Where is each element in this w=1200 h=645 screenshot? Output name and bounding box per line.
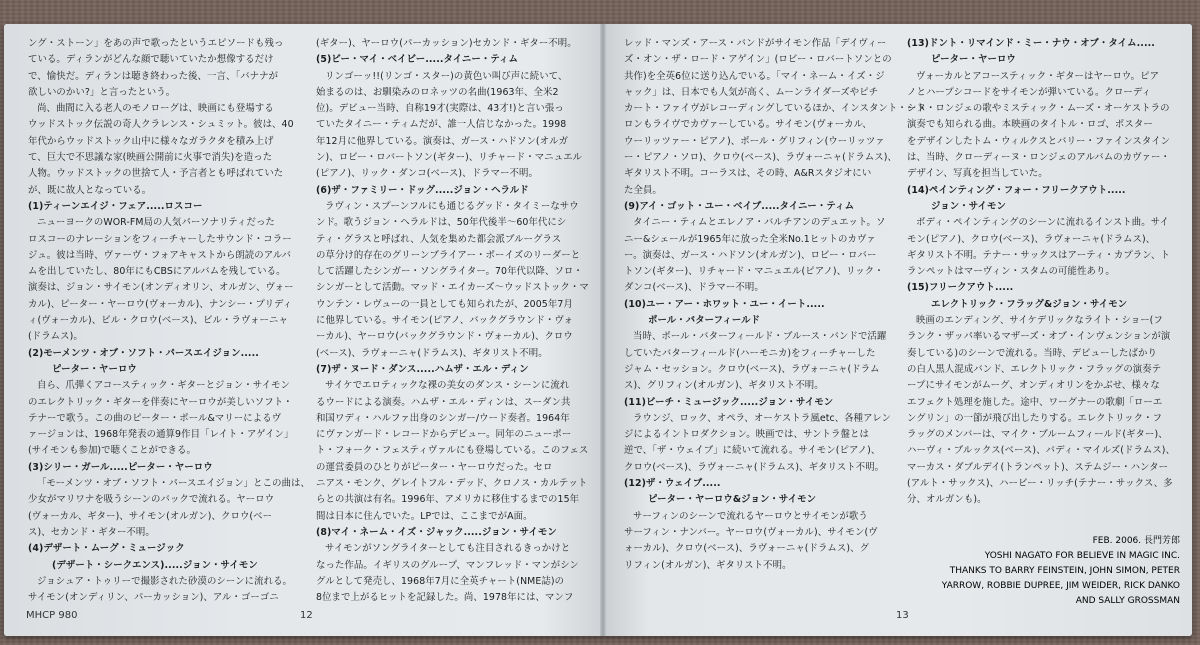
text-line: 年代からウッドストック山中に様々なガラクタを積み上げ [28, 135, 274, 147]
text-line: 共作)を全英6位に送り込んでいる。「マイ・ネーム・イズ・ジ [624, 70, 885, 82]
text-line: (ベース)、ラヴォーニャ(ドラムス)、ギタリスト不明。 [316, 347, 548, 359]
text-line: モン(ピアノ)、クロウ(ベース)、ラヴォーニャ(ドラムス)、 [907, 233, 1156, 245]
text-line: ー・ピアノ・ソロ)、クロウ(ベース)、ラヴォーニャ(ドラムス)、 [624, 152, 897, 164]
text-line: リフィン(オルガン)、ギタリスト不明。 [624, 559, 792, 571]
track-heading: (9)アイ・ゴット・ユー・ベイブ.....タイニー・ティム [624, 200, 855, 212]
cd-booklet [4, 24, 1192, 636]
track-heading: (3)シリー・ガール.....ピーター・ヤーロウ [28, 461, 213, 473]
text-line: 間は日本に住んでいた。LPでは、ここまでがA面。 [316, 510, 533, 522]
text-line: 尚、曲間に入る老人のモノローグは、映画にも登場する [37, 103, 274, 115]
text-line: (サイモンも参加)で聴くことができる。 [28, 445, 196, 457]
text-line: ング・ストーン」をあの声で歌ったというエピソードも残っ [28, 38, 284, 49]
track-heading: ピーター・ヤーロウ [931, 54, 1016, 66]
text-line: ジャム・セッション。クロウ(ベース)、ラヴォーニャ(ドラム [624, 363, 880, 375]
text-line: なった作品。イギリスのグループ、マンフレッド・マンがシン [316, 559, 579, 571]
text-line: ウンテン・レヴューの一員としても知られたが、2005年7月 [316, 298, 573, 310]
text-line: サーフィン・ナンバー。ヤーロウ(ヴォーカル)、サイモン(ヴ [624, 526, 878, 538]
text-line: 人物。ウッドストックの世捨て人・予言者とも呼ばれていた [28, 168, 284, 180]
text-line: ている。ディランがどんな顔で聴いていたか想像するだけ [28, 54, 274, 66]
text-line: ィ(ヴォーカル)、ビル・クロウ(ベース)、ビル・ラヴォーニャ [28, 315, 288, 327]
text-line: 自ら、爪弾くアコースティック・ギターとジョン・サイモン [37, 380, 291, 392]
track-heading: (1)ティーンエイジ・フェア.....ロスコー [28, 200, 203, 212]
track-heading: (8)マイ・ネーム・イズ・ジャック.....ジョン・サイモン [316, 526, 557, 538]
track-heading: (5)ビー・マイ・ベイビー.....タイニー・ティム [316, 54, 518, 66]
text-line: 欲しいのかい?」と言ったという。 [28, 86, 176, 98]
text-line: ー。演奏は、ガース・ハドソン(オルガン)、ロビー・ロバー [624, 249, 877, 261]
text-line: マーカス・ダブルデイ(トランペット)、ステムジー・ハンター [907, 461, 1169, 473]
text-line: サイモン(オンディリン、パーカッション)、アル・ゴーゴニ [28, 592, 279, 604]
text-column-2 [316, 36, 589, 606]
text-line: 当時、ポール・バターフィールド・ブルース・バンドで活躍 [633, 331, 887, 343]
track-heading: (6)ザ・ファミリー・ドッグ.....ジョン・ヘラルド [316, 184, 529, 196]
track-heading: (13)ドント・リマインド・ミー・ナウ・オブ・タイム..... [907, 38, 1155, 49]
text-line: (ギター)、ヤーロウ(パーカッション)セカンド・ギター不明。 [316, 38, 577, 49]
text-line: して活躍したシンガー・ソングライター。70年代以降、ソロ・ [316, 266, 583, 278]
text-column-1 [28, 36, 310, 606]
text-line: リンゴーッ!!(リンゴ・スター)の黄色い叫び声に続いて、 [325, 70, 568, 82]
text-line: 始まるのは、お馴染みのロネッツの名曲(1963年、全米2 [316, 86, 559, 98]
text-line: をデザインしたトム・ウィルクスとバリー・ファインスタイン [907, 135, 1171, 147]
text-line: 映画のエンディング、サイケデリックなライト・ショー(フ [916, 315, 1163, 327]
text-line: ハーヴィ・ブルックス(ベース)、バディ・マイルズ(ドラムス)、 [907, 445, 1176, 457]
text-line: ラッグのメンバーは、マイク・ブルームフィールド(ギター)、 [907, 429, 1168, 441]
text-line: (ピアノ)、リック・ダンコ(ベース)、ドラマー不明。 [316, 168, 538, 180]
text-line: ヴォーカルとアコースティック・ギターはヤーロウ。ピア [916, 70, 1160, 82]
text-line: 和国ワディ・ハルファ出身のシンガー/ウード奏者。1964年 [316, 412, 570, 424]
booklet-spine [600, 24, 606, 636]
track-heading: (7)ザ・ヌード・ダンス.....ハムザ・エル・ディン [316, 363, 529, 375]
text-line: カート・ファイヴがレコーディングしているほか、インスタント・シト [624, 103, 926, 115]
text-line: デザイン、写真を担当していた。 [907, 168, 1048, 180]
text-line: ムを出していたし、80年にもCBSにアルバムを残している。 [28, 266, 286, 278]
credit-line: THANKS TO BARRY FEINSTEIN, JOHN SIMON, PETER [949, 566, 1180, 576]
track-heading: (15)フリークアウト..... [907, 282, 1014, 294]
text-line: で、愉快だ。ディランは聴き終わった後、一言、「バナナが [28, 70, 279, 82]
text-line: エフェクト処理を施した。途中、ワーグナーの歌劇「ローエ [907, 396, 1163, 408]
track-heading: (14)ペインティング・フォー・フリークアウト..... [907, 184, 1126, 196]
catalog-number: MHCP 980 [26, 610, 78, 621]
text-line: テナーで歌う。この曲のピーター・ポール&マリーによるヴ [28, 412, 282, 424]
text-line: ノとハープシコードをサイモンが弾いている。クローディ [907, 86, 1152, 98]
credit-line: AND SALLY GROSSMAN [1075, 596, 1180, 606]
text-line: (ヴォーカル、ギター)、サイモン(オルガン)、クロウ(ベー [28, 510, 273, 522]
text-line: ジによるイントロダクション。映画では、サントラ盤とは [624, 429, 869, 441]
credits-block [942, 534, 1180, 609]
text-line: 年12月に他界している。演奏は、ガース・ハドソン(オルガ [316, 135, 569, 147]
text-line: らとの共演は有名。1996年、アメリカに移住するまでの15年 [316, 494, 580, 506]
text-line: (アルト・サックス)、ハービー・リッチ(テナー・サックス、多 [907, 478, 1173, 490]
text-line: ラウンジ、ロック、オペラ、オーケストラ風etc、各種アレン [633, 412, 891, 424]
text-line: ウッドストック伝説の奇人クラレンス・シュミット。彼は、40 [28, 119, 294, 131]
text-line: 演奏は、ジョン・サイモン(オンディオリン、オルガン、ヴォー [28, 282, 294, 294]
text-line: に他界している。サイモン(ピアノ、バックグラウンド・ヴォ [316, 315, 574, 327]
text-line: 「モーメンツ・オブ・ソフト・パースエイジョン」とこの曲は、 [37, 478, 310, 490]
text-line: グルとして発売し、1968年7月に全英チャート(NME誌)の [316, 575, 565, 587]
text-line: ープにサイモンがムーグ、オンディオリンをかぶせ、様々な [907, 380, 1160, 392]
text-line: にヴァンガード・レコードからデビュー。同年のニューポー [316, 429, 572, 441]
credit-line: YOSHI NAGATO FOR BELIEVE IN MAGIC INC. [984, 551, 1180, 561]
left-page [4, 24, 602, 636]
text-line: は、当時、クローディーヌ・ロンジェのアルバムのカヴァー・ [907, 152, 1171, 164]
text-line: ニューヨークのWOR-FM局の人気パーソナリティだった [37, 217, 275, 229]
credit-line: FEB. 2006. 長門芳郎 [1092, 536, 1180, 546]
text-line: ダンコ(ベース)、ドラマー不明。 [624, 282, 764, 294]
text-line: ティ・グラスと呼ばれ、人気を集めた都会派ブルーグラス [316, 233, 562, 245]
text-line: ス)、セカンド・ギター不明。 [28, 526, 155, 538]
text-line: ジョシュア・トゥリーで撮影された砂漠のシーンに流れる。 [37, 575, 293, 587]
text-line: クロウ(ベース)、ラヴォーニャ(ドラムス)、ギタリスト不明。 [624, 461, 885, 473]
right-page [602, 24, 1192, 636]
text-line: ズ・オン・ザ・ロード・アゲイン」(ロビー・ロバートソンとの [624, 54, 892, 66]
text-column-4 [907, 36, 1175, 509]
text-line: 分、オルガンも)。 [907, 494, 987, 506]
text-line: サイモンがソングライターとしても注目されるきっかけと [325, 543, 571, 555]
track-heading: エレクトリック・フラッグ&ジョン・サイモン [931, 298, 1128, 310]
text-line: ト・フォーク・フェスティヴァルにも登場している。このフェス [316, 445, 589, 457]
page-number-left: 12 [300, 610, 313, 621]
text-line: ニアス・モンク、グレイトフル・デッド、クロノス・カルテット [316, 478, 588, 490]
text-line: 位)。デビュー当時、自称19才(実際は、43才!)と言い張っ [316, 103, 564, 115]
text-line: ロスコーのナレーションをフィーチャーしたサウンド・コラー [28, 233, 292, 245]
text-line: ランペットはマーヴィン・スタムの可能性あり。 [907, 266, 1115, 278]
text-line: レッド・マンズ・アース・バンドがサイモン作品「デイヴィー [624, 38, 887, 49]
text-line: ギタリスト不明。コーラスは、その時、A&Rスタジオにい [624, 168, 872, 180]
track-heading: (10)ユー・アー・ホワット・ユー・イート..... [624, 298, 825, 310]
track-heading: ジョン・サイモン [931, 200, 1006, 212]
text-line: カル)、ピーター・ヤーロウ(ヴォーカル)、ナンシー・プリディ [28, 298, 293, 310]
text-line: していたバターフィールド(ハーモニカ)をフィーチャーした [624, 347, 876, 359]
text-line: の白人黒人混成バンド、エレクトリック・フラッグの演奏テ [907, 363, 1162, 375]
track-heading: (11)ビーチ・ミュージック.....ジョン・サイモン [624, 396, 834, 408]
text-line: ャック」は、日本でも人気が高く、ムーンライダーズやピチ [624, 86, 879, 98]
page-number-right: 13 [896, 610, 909, 621]
text-line: ラヴィン・スプーンフルにも通じるグッド・タイミーなサウ [325, 200, 579, 212]
text-line: の草分け的存在のグリーンブライアー・ボーイズのリーダーと [316, 249, 581, 261]
text-line: ニー&シェールが1965年に放った全米No.1ヒットのカヴァ [624, 233, 876, 245]
text-line: た全員。 [624, 184, 662, 196]
text-line: 奏している)のシーンで流れる。当時、デビューしたばかり [907, 347, 1157, 359]
text-line: サーフィンのシーンで流れるヤーロウとサイモンが歌う [633, 510, 868, 522]
text-line: ングリン」の一節が飛び出したりする。エレクトリック・フ [907, 412, 1163, 424]
text-line: (ドラムス)。 [28, 331, 83, 343]
text-line: ギタリスト不明。テナー・サックスはアーティ・カプラン、ト [907, 249, 1170, 261]
text-line: ス)、グリフィン(オルガン)、ギタリスト不明。 [624, 380, 824, 392]
text-line: て、巨大で不思議な家(映画公開前に火事で消失)を造った [28, 152, 273, 164]
text-line: ロンもライヴでカヴァーしている。サイモン(ヴォーカル、 [624, 119, 872, 131]
text-line: 演奏でも知られる曲。本映画のタイトル・ロゴ、ポスター [907, 119, 1153, 131]
text-line: ォーカル)、クロウ(ベース)、ラヴォーニャ(ドラムス)、グ [624, 543, 870, 555]
text-line: ていたタイニー・ティムだが、誰一人信じなかった。1998 [316, 119, 567, 131]
text-line: ボディ・ペインティングのシーンに流れるインスト曲。サイ [916, 217, 1170, 229]
text-line: 逆で、「ザ・ウェイブ」に続いて流れる。サイモン(ピアノ)、 [624, 445, 881, 457]
text-line: ジュ。彼は当時、ヴァーヴ・フォアキャストから朗読のアルバ [28, 249, 292, 261]
text-line: が、既に故人となっている。 [28, 184, 152, 196]
track-heading: ピーター・ヤーロウ&ジョン・サイモン [648, 494, 817, 506]
credit-line: YARROW, ROBBIE DUPREE, JIM WEIDER, RICK DANKO [941, 581, 1180, 591]
text-line: るウードによる演奏。ハムザ・エル・ディンは、スーダン共 [316, 396, 571, 408]
text-line: トソン(ギター)、リチャード・マニュエル(ピアノ)、リック・ [624, 266, 884, 278]
track-heading: (デザート・シークエンス).....ジョン・サイモン [52, 559, 258, 571]
text-line: ーヌ・ロンジェの歌やミスティック・ムーズ・オーケストラの [907, 103, 1170, 115]
text-line: ウーリッツァー・ピアノ)、ポール・グリフィン(ウーリッツァ [624, 135, 885, 147]
track-heading: ピーター・ヤーロウ [52, 363, 137, 375]
text-line: ンド。歌うジョン・ヘラルドは、50年代後半〜60年代にシ [316, 217, 567, 229]
text-line: の運営委員のひとりがピーター・ヤーロウだった。セロ [316, 461, 553, 473]
text-column-3 [624, 36, 926, 574]
text-line: ン)、ロビー・ロバートソン(ギター)、リチャード・マニュエル [316, 152, 583, 164]
track-heading: (2)モーメンツ・オブ・ソフト・パースエイジョン..... [28, 347, 259, 359]
text-line: サイケでエロティックな裸の美女のダンス・シーンに流れ [325, 380, 570, 392]
text-line: 少女がマリワナを吸うシーンのバックで流れる。ヤーロウ [28, 494, 275, 506]
text-line: のエレクトリック・ギターを伴奏にヤーロウが美しいソフト・ [28, 396, 293, 408]
track-heading: ポール・バターフィールド [648, 315, 761, 327]
text-line: タイニー・ティムとエレノア・バルチアンのデュエット。ソ [633, 217, 886, 229]
text-line: 8位まで上がるヒットを記録した。尚、1978年には、マンフ [316, 592, 574, 604]
track-heading: (4)デザート・ムーグ・ミュージック [28, 543, 185, 555]
track-heading: (12)ザ・ウェイブ..... [624, 478, 721, 490]
text-line: ランク・ザッパ率いるマザーズ・オブ・インヴェンションが演 [907, 331, 1171, 343]
text-line: ーカル)、ヤーロウ(バックグラウンド・ヴォーカル)、クロウ [316, 331, 573, 343]
text-line: シンガーとして活動。マッド・エイカーズ〜ウッドストック・マ [316, 282, 589, 294]
text-line: ァージョンは、1968年発表の通算9作目「レイト・アゲイン」 [28, 429, 294, 441]
